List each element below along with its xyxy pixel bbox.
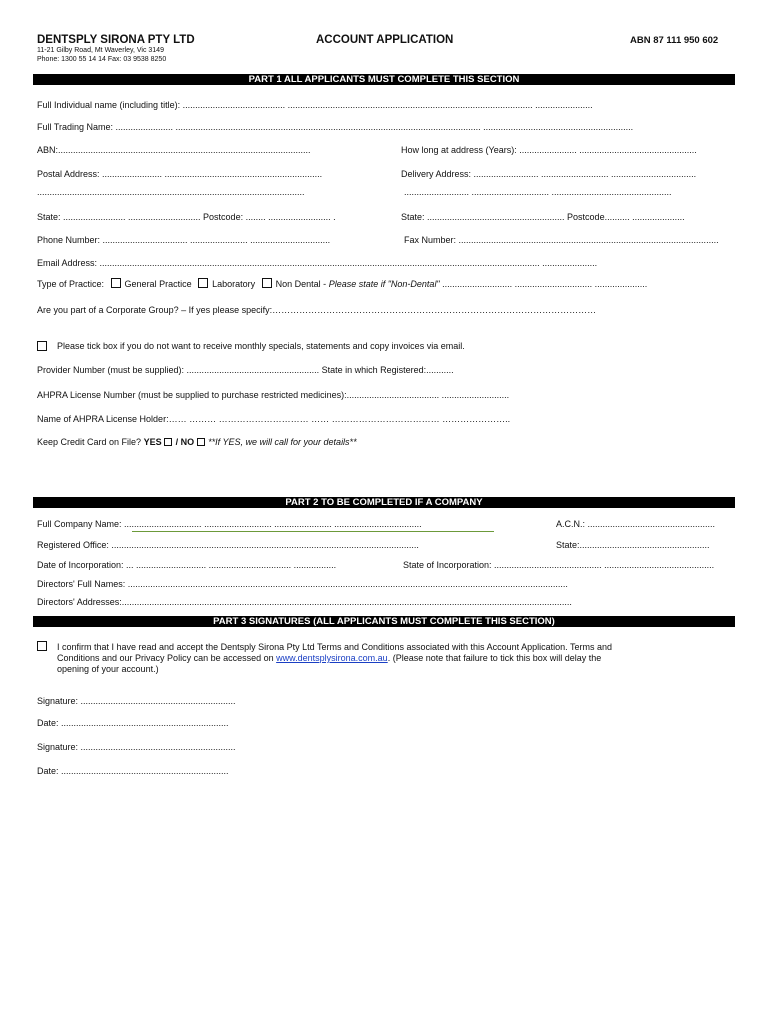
state-incorporation-field[interactable]: State of Incorporation: ........................................... ............................................	[403, 560, 715, 570]
credit-yes-checkbox[interactable]	[164, 438, 172, 446]
terms-confirm-text-post: . (Please note that failure to tick this box will delay the	[387, 653, 602, 663]
terms-confirm-text-line2	[57, 653, 601, 663]
postal-address-line2[interactable]: ...........................................................................................................	[37, 187, 305, 197]
state-postcode-left[interactable]: State: ......................... ............................. Postcode: ........ ......................... .	[37, 212, 336, 222]
part3-heading: PART 3 SIGNATURES (ALL APPLICANTS MUST COMPLETE THIS SECTION)	[33, 616, 735, 627]
years-at-address-field[interactable]: How long at address (Years): ....................... ...............................................	[401, 145, 697, 155]
part2-heading: PART 2 TO BE COMPLETED IF A COMPANY	[33, 497, 735, 508]
company-name-label: Full Company Name:	[37, 519, 122, 529]
date-incorporation-field[interactable]: Date of Incorporation: ... ............................ ................................. .................	[37, 560, 337, 570]
directors-names-field[interactable]: Directors' Full Names: ................................................................................................................................................................................	[37, 579, 568, 589]
credit-card-row	[37, 437, 357, 447]
dentsply-website-link[interactable]: www.dentsplysirona.com.au	[276, 653, 388, 663]
credit-no-checkbox[interactable]	[197, 438, 205, 446]
state-postcode-right[interactable]: State: ....................................................... Postcode.......... .....................	[401, 212, 685, 222]
terms-confirm-text-line3: opening of your account.)	[57, 664, 159, 674]
fax-number-field[interactable]: Fax Number: ........................................................................................................	[404, 235, 719, 245]
company-name-underline	[132, 531, 494, 532]
registered-office-field[interactable]: Registered Office: ...........................................................................................................................	[37, 540, 419, 550]
ahpra-holder-field[interactable]: Name of AHPRA License Holder:…… ……… ………………………… …… ……………………………… …………………..	[37, 414, 511, 424]
laboratory-label: Laboratory	[212, 279, 256, 289]
date-1-field[interactable]: Date: ...................................................................	[37, 718, 229, 728]
company-name-row[interactable]	[37, 519, 422, 529]
full-name-field[interactable]: Full Individual name (including title): ......................................... .................................................................................................. .......................	[37, 100, 593, 110]
non-dental-checkbox[interactable]	[262, 278, 272, 288]
non-dental-label: Non Dental -	[275, 279, 327, 289]
company-name-field[interactable]: ............................... ........................... ....................... ...................................	[124, 519, 422, 529]
provider-number-field[interactable]: Provider Number (must be supplied): ..................................................... State in which Registered:...........	[37, 365, 454, 375]
delivery-address-field[interactable]: Delivery Address: .......................... ........................... ..................................	[401, 169, 697, 179]
ahpra-license-field[interactable]: AHPRA License Number (must be supplied to purchase restricted medicines):..................................... ...........................	[37, 390, 510, 400]
registered-state-field[interactable]: State:....................................................	[556, 540, 710, 550]
part1-heading: PART 1 ALL APPLICANTS MUST COMPLETE THIS SECTION	[33, 74, 735, 85]
phone-number-field[interactable]: Phone Number: .................................. ....................... ................................	[37, 235, 331, 245]
postal-address-field[interactable]: Postal Address: ........................ ...............................................................	[37, 169, 323, 179]
signature-1-field[interactable]: Signature: ..............................................................	[37, 696, 236, 706]
trading-name-field[interactable]: Full Trading Name: ....................... .......................................................................................................................... ............................................................	[37, 122, 634, 132]
corporate-group-field[interactable]: Are you part of a Corporate Group? – If yes please specify:………………………………………………………………………………………………	[37, 305, 597, 315]
non-dental-field[interactable]: ............................ ............................... .....................	[442, 279, 648, 289]
monthly-specials-checkbox[interactable]	[37, 341, 47, 351]
company-phone: Phone: 1300 55 14 14 Fax: 03 9538 8250	[37, 56, 167, 63]
terms-confirm-checkbox[interactable]	[37, 641, 47, 651]
general-practice-label: General Practice	[124, 279, 192, 289]
terms-confirm-text-pre: Conditions and our Privacy Policy can be accessed on	[57, 653, 274, 663]
credit-yes-label: YES	[143, 437, 162, 447]
directors-addresses-field[interactable]: Directors' Addresses:....................................................................................................................................................................................	[37, 597, 572, 607]
general-practice-checkbox[interactable]	[111, 278, 121, 288]
company-address: 11-21 Gilby Road, Mt Waverley, Vic 3149	[37, 47, 164, 54]
signature-2-field[interactable]: Signature: ..............................................................	[37, 742, 236, 752]
credit-no-label: / NO	[175, 437, 195, 447]
monthly-specials-label: Please tick box if you do not want to receive monthly specials, statements and copy invoices via email.	[57, 341, 465, 351]
delivery-address-line2[interactable]: .......................... ............................... ................................................	[404, 187, 672, 197]
terms-confirm-text-line1: I confirm that I have read and accept the Dentsply Sirona Pty Ltd Terms and Conditions associated with this Account Application. Terms and	[57, 642, 612, 652]
page-title: ACCOUNT APPLICATION	[316, 34, 454, 46]
abn-field[interactable]: ABN:.....................................................................................................	[37, 145, 311, 155]
type-of-practice-label: Type of Practice:	[37, 279, 105, 289]
type-of-practice-row	[37, 278, 647, 289]
credit-card-note: **If YES, we will call for your details**	[208, 437, 357, 447]
company-name: DENTSPLY SIRONA PTY LTD	[37, 34, 195, 46]
acn-field[interactable]: A.C.N.: ...................................................	[556, 519, 716, 529]
non-dental-note: Please state if "Non-Dental"	[328, 279, 440, 289]
email-address-field[interactable]: Email Address: ................................................................................................................................................................................ ......................	[37, 258, 598, 268]
abn-number: ABN 87 111 950 602	[630, 35, 719, 46]
date-2-field[interactable]: Date: ...................................................................	[37, 766, 229, 776]
laboratory-checkbox[interactable]	[198, 278, 208, 288]
credit-card-label: Keep Credit Card on File?	[37, 437, 142, 447]
